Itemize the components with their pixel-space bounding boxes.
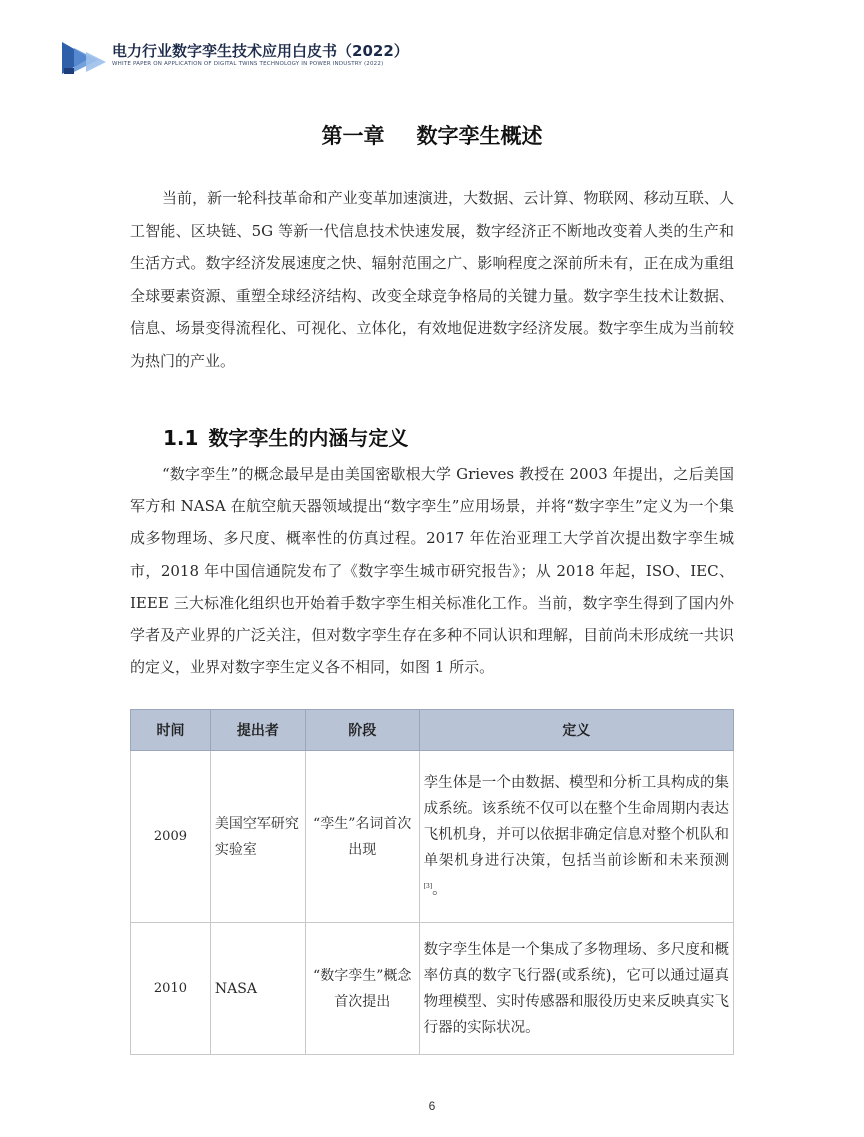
table-header-cell: 时间	[131, 710, 211, 751]
section-paragraph: “数字孪生”的概念最早是由美国密歇根大学 Grieves 教授在 2003 年提出，之后美国军方和 NASA 在航空航天器领域提出“数字孪生”应用场景，并将“数字孪生”定义为一个集成多物理场、多尺度、概率性的仿真过程。2017 年佐治亚理工大学首次提出数字孪生城市，2018 年中国信通院发布了《数字孪生城市研究报告》；从 2018 年起，ISO、IEC、IEEE 三大标准化组织也开始着手数字孪生相关标准化工作。当前，数字孪生得到了国内外学者及产业界的广泛关注，但对数字孪生存在多种不同认识和理解，目前尚未形成统一共识的定义，业界对数字孪生定义各不相同，如图 1 所示。	[130, 465, 734, 677]
table-header-cell: 提出者	[210, 710, 305, 751]
definition-text: 孪生体是一个由数据、模型和分析工具构成的集成系统。该系统不仅可以在整个生命周期内表达飞机机身，并可以依据非确定信息对整个机队和单架机身进行决策，包括当前诊断和未来预测	[423, 775, 729, 870]
page-number: 6	[428, 1099, 436, 1113]
chapter-heading	[0, 120, 864, 150]
table-cell-stage: “数字孪生”概念首次提出	[305, 923, 419, 1055]
chapter-title: 数字孪生概述	[416, 123, 543, 148]
header-subtitle: WHITE PAPER ON APPLICATION OF DIGITAL TWINS TECHNOLOGY IN POWER INDUSTRY (2022)	[112, 61, 384, 67]
table-cell-definition: 数字孪生体是一个集成了多物理场、多尺度和概率仿真的数字飞行器(或系统)，它可以通过逼真物理模型、实时传感器和服役历史来反映真实飞行器的实际状况。	[419, 923, 733, 1055]
intro-paragraph: 当前，新一轮科技革命和产业变革加速演进，大数据、云计算、物联网、移动互联、人工智能、区块链、5G 等新一代信息技术快速发展，数字经济正不断地改变着人类的生产和生活方式。数字经济发展速度之快、辐射范围之广、影响程度之深前所未有，正在成为重组全球要素资源、重塑全球经济结构、改变全球竞争格局的关键力量。数字孪生技术让数据、信息、场景变得流程化、可视化、立体化，有效地促进数字经济发展。数字孪生成为当前较为热门的产业。	[130, 189, 734, 370]
table-cell-year: 2010	[131, 923, 211, 1055]
definition-table	[130, 709, 734, 1055]
table-cell-proposer: NASA	[210, 923, 305, 1055]
whitepaper-logo-icon	[60, 38, 110, 78]
section-heading	[163, 422, 408, 451]
table-cell-year: 2009	[131, 751, 211, 923]
table-row	[131, 923, 734, 1055]
table-header-row	[131, 710, 734, 751]
header-title: 电力行业数字孪生技术应用白皮书（2022）	[112, 42, 409, 60]
section-number: 1.1	[163, 426, 199, 450]
table-header-cell: 定义	[419, 710, 733, 751]
section-title: 数字孪生的内涵与定义	[208, 426, 409, 450]
chapter-number: 第一章	[321, 123, 385, 148]
table-row	[131, 751, 734, 923]
table-cell-definition	[419, 751, 733, 923]
definition-end: 。	[432, 881, 447, 898]
citation-ref: [3]	[423, 883, 433, 891]
table-cell-stage: “孪生”名词首次出现	[305, 751, 419, 923]
table-header-cell: 阶段	[305, 710, 419, 751]
table-cell-proposer: 美国空军研究实验室	[210, 751, 305, 923]
